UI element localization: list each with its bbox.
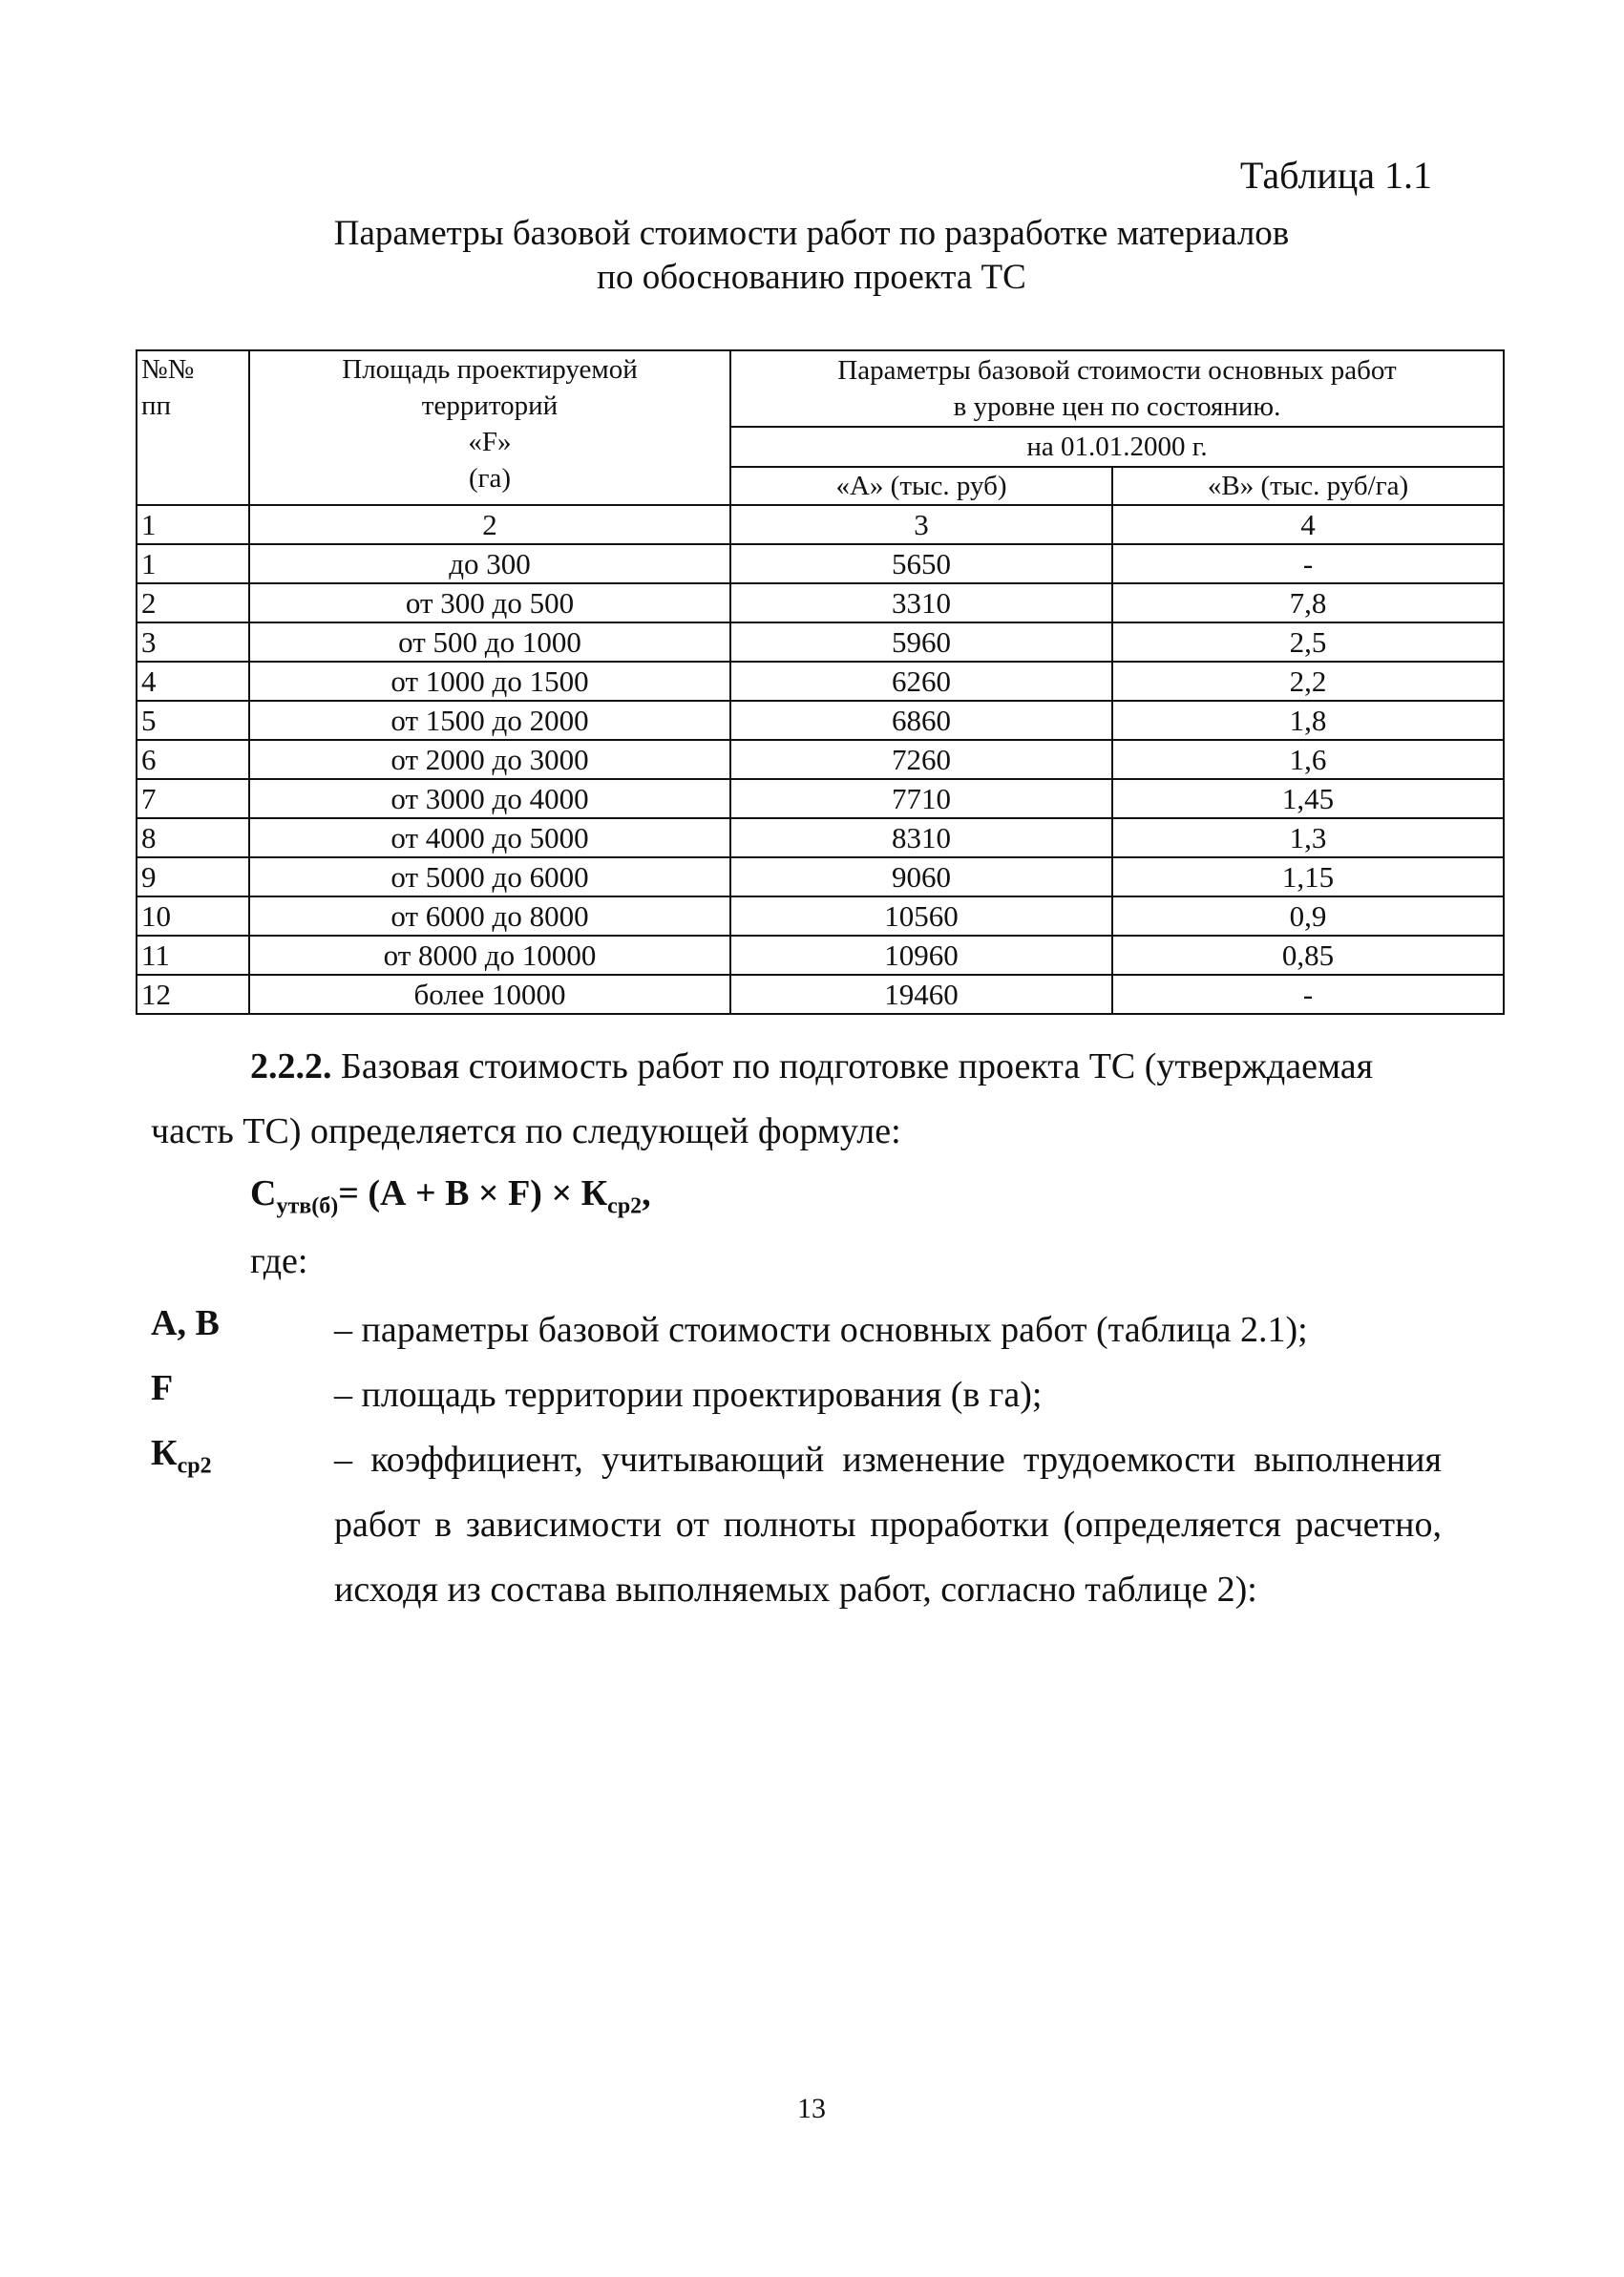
row-area: от 1000 до 1500 (249, 662, 730, 701)
header-params (730, 350, 1504, 427)
row-value-a: 5650 (730, 544, 1112, 583)
formula-c-subscript: утв(б) (276, 1193, 339, 1219)
row-number: 1 (137, 544, 249, 583)
column-number: 3 (730, 505, 1112, 544)
column-number: 1 (137, 505, 249, 544)
row-number: 2 (137, 583, 249, 622)
row-value-b: 1,3 (1112, 818, 1504, 857)
header-number-line2: пп (141, 390, 172, 421)
row-number: 11 (137, 936, 249, 975)
header-params-line2: в уровне цен по состоянию. (953, 391, 1281, 422)
paragraph-text-line1: Базовая стоимость работ по подготовке проекта ТС (утверждаемая (331, 1046, 1374, 1086)
row-area: от 1500 до 2000 (249, 701, 730, 740)
row-value-a: 10960 (730, 936, 1112, 975)
row-value-b: - (1112, 544, 1504, 583)
header-area-line1: Площадь проектируемой (342, 354, 638, 385)
table-title-line2: по обоснованию проекта ТС (597, 258, 1026, 297)
row-area: от 6000 до 8000 (249, 896, 730, 936)
table-row (137, 701, 1504, 740)
header-area-line4: (га) (468, 463, 512, 494)
row-value-a: 7710 (730, 779, 1112, 818)
parameters-table (136, 349, 1505, 1015)
row-value-b: 1,15 (1112, 857, 1504, 896)
header-area (249, 350, 730, 505)
paragraph-number: 2.2.2. (250, 1046, 332, 1086)
header-area-line3: «F» (468, 427, 512, 457)
row-area: от 4000 до 5000 (249, 818, 730, 857)
formula-body: = (А + В × F) × К (338, 1173, 608, 1213)
row-number: 7 (137, 779, 249, 818)
row-number: 4 (137, 662, 249, 701)
table-row (137, 896, 1504, 936)
row-value-b: 1,8 (1112, 701, 1504, 740)
row-value-a: 9060 (730, 857, 1112, 896)
symbol-f: F (151, 1368, 174, 1408)
formula (250, 1172, 651, 1220)
row-area: от 5000 до 6000 (249, 857, 730, 896)
row-value-b: 0,85 (1112, 936, 1504, 975)
table-row (137, 622, 1504, 662)
symbol-k-subscript: ср2 (177, 1453, 212, 1479)
row-value-b: 0,9 (1112, 896, 1504, 936)
column-number: 2 (249, 505, 730, 544)
row-number: 10 (137, 896, 249, 936)
row-value-b: 2,5 (1112, 622, 1504, 662)
header-number (137, 350, 249, 505)
symbol-k (151, 1432, 212, 1480)
row-value-a: 10560 (730, 896, 1112, 936)
row-number: 6 (137, 740, 249, 779)
definition-k: – коэффициент, учитывающий изменение трудоемкости выполнения работ в зависимости от полноты проработки (определяется расчетно, исходя из состава выполняемых работ, согласно таблице 2): (334, 1440, 1442, 1610)
row-number: 3 (137, 622, 249, 662)
symbol-k-letter: К (151, 1433, 178, 1473)
table-label: Таблица 1.1 (1239, 154, 1432, 197)
row-value-b: 1,45 (1112, 779, 1504, 818)
header-b: «В» (тыс. руб/га) (1112, 467, 1504, 505)
row-value-b: 2,2 (1112, 662, 1504, 701)
column-number-row (137, 505, 1504, 544)
paragraph-2-2-2 (250, 1043, 1444, 1090)
paragraph-text-line2: часть ТС) определяется по следующей формуле: (151, 1111, 901, 1151)
row-number: 8 (137, 818, 249, 857)
row-value-b: 7,8 (1112, 583, 1504, 622)
table-row (137, 740, 1504, 779)
table-row (137, 583, 1504, 622)
table-row (137, 544, 1504, 583)
header-number-line1: №№ (141, 354, 195, 385)
row-value-a: 7260 (730, 740, 1112, 779)
row-value-a: 19460 (730, 975, 1112, 1014)
row-area: от 2000 до 3000 (249, 740, 730, 779)
table-row (137, 779, 1504, 818)
row-value-b: 1,6 (1112, 740, 1504, 779)
table-title-line1: Параметры базовой стоимости работ по разработке материалов (333, 214, 1290, 253)
table-row (137, 975, 1504, 1014)
header-a: «А» (тыс. руб) (730, 467, 1112, 505)
row-area: от 500 до 1000 (249, 622, 730, 662)
header-area-line2: территорий (421, 390, 559, 421)
column-number: 4 (1112, 505, 1504, 544)
where-label: где: (250, 1241, 308, 1281)
symbol-a-b: А, В (151, 1303, 220, 1343)
header-params-line1: Параметры базовой стоимости основных работ (837, 355, 1397, 386)
row-area: от 300 до 500 (249, 583, 730, 622)
row-value-a: 6860 (730, 701, 1112, 740)
formula-k-subscript: ср2 (607, 1193, 643, 1219)
row-number: 5 (137, 701, 249, 740)
table-row (137, 818, 1504, 857)
row-area: от 3000 до 4000 (249, 779, 730, 818)
table-row (137, 662, 1504, 701)
row-area: до 300 (249, 544, 730, 583)
table-row (137, 857, 1504, 896)
table-row (137, 936, 1504, 975)
definition-f: – площадь территории проектирования (в га); (334, 1375, 1043, 1415)
row-value-a: 6260 (730, 662, 1112, 701)
row-area: более 10000 (249, 975, 730, 1014)
formula-c: С (250, 1173, 277, 1213)
row-value-a: 3310 (730, 583, 1112, 622)
row-value-b: - (1112, 975, 1504, 1014)
formula-tail: , (642, 1173, 651, 1213)
row-area: от 8000 до 10000 (249, 936, 730, 975)
row-value-a: 8310 (730, 818, 1112, 857)
row-number: 12 (137, 975, 249, 1014)
header-date: на 01.01.2000 г. (730, 427, 1504, 467)
table-title (143, 212, 1480, 300)
row-value-a: 5960 (730, 622, 1112, 662)
definition-a-b: – параметры базовой стоимости основных работ (таблица 2.1); (334, 1310, 1308, 1350)
page-number: 13 (797, 2093, 826, 2124)
row-number: 9 (137, 857, 249, 896)
